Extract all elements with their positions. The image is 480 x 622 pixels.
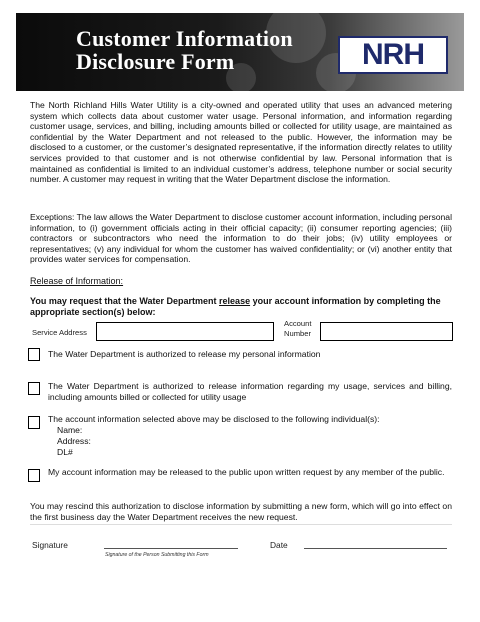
release-to-public-text: My account information may be released to the public upon written request by any member of the public.	[48, 467, 445, 477]
individual-address-label: Address:	[57, 436, 91, 446]
service-address-field[interactable]	[96, 322, 274, 341]
release-personal-info-text: The Water Department is authorized to release my personal information	[48, 349, 321, 359]
disclose-to-individuals-text: The account information selected above may be disclosed to the following individual(s):	[48, 414, 380, 424]
request-text-before: You may request that the Water Department	[30, 296, 220, 306]
rescind-paragraph: You may rescind this authorization to disclose information by submitting a new form, which will go into effect on the first business day the Water Department receives the new request.	[30, 501, 452, 522]
divider	[30, 524, 452, 525]
signature-caption: Signature of the Person Submitting this Form	[105, 552, 209, 558]
form-title-line-1: Customer Information	[76, 26, 293, 51]
account-number-label-line-2: Number	[284, 329, 312, 338]
intro-paragraph: The North Richland Hills Water Utility is a city-owned and operated utility that uses an advanced metering system which collects data about customer water usage. Personal information, and information regarding customer usage, services, and billing, including amounts billed or collected for utility usage, are maintained as confidential by the Water Department and not released to the public. However, the information may be disclosed to a customer, or the customer’s designated representative, if the information directly relates to utility services provided to that customer and is not otherwise confidential by law. Personal information that is maintained as confidential is limited to an individual customer’s address, telephone number or social security number. A customer may request in writing that the Water Department disclose the information.	[30, 100, 452, 185]
release-usage-billing-text: The Water Department is authorized to release information regarding my usage, services and billing, including amounts billed or collected for utility usage	[48, 381, 452, 402]
exceptions-paragraph: Exceptions: The law allows the Water Department to disclose customer account information, including personal information, to (i) government officials acting in their official capacity; (ii) consumer reporting agencies; (iii) contractors or subcontractors who need the information to do their jobs; (iv) utility employees or representatives; (v) any individual for whom the customer has waived confidentiality; or (vi) another entity that provides water services for compensation.	[30, 212, 452, 265]
account-number-value	[321, 328, 324, 338]
header-banner	[16, 13, 464, 91]
signature-label: Signature	[32, 540, 68, 550]
nrh-logo	[338, 36, 448, 74]
release-to-public-checkbox[interactable]	[28, 469, 40, 482]
request-text-after: your account information by completing the appropriate section(s) below:	[30, 296, 441, 317]
account-number-label-line-1: Account	[284, 319, 312, 328]
date-line[interactable]	[304, 548, 447, 549]
individual-name-label: Name:	[57, 425, 83, 435]
service-address-value	[97, 328, 100, 338]
signature-line[interactable]	[104, 548, 238, 549]
request-text-release: release	[219, 296, 251, 306]
date-label: Date	[270, 540, 288, 550]
form-title	[76, 27, 293, 73]
release-usage-billing-checkbox[interactable]	[28, 382, 40, 395]
account-number-field[interactable]	[320, 322, 453, 341]
form-title-line-2: Disclosure Form	[76, 49, 235, 74]
release-personal-info-checkbox[interactable]	[28, 348, 40, 361]
service-address-label: Service Address	[32, 328, 87, 337]
individual-dl-label: DL#	[57, 447, 73, 457]
disclose-to-individuals-checkbox[interactable]	[28, 416, 40, 429]
request-instructions	[30, 296, 452, 318]
nrh-logo-text: NRH	[362, 38, 424, 71]
release-heading: Release of Information:	[30, 276, 124, 286]
